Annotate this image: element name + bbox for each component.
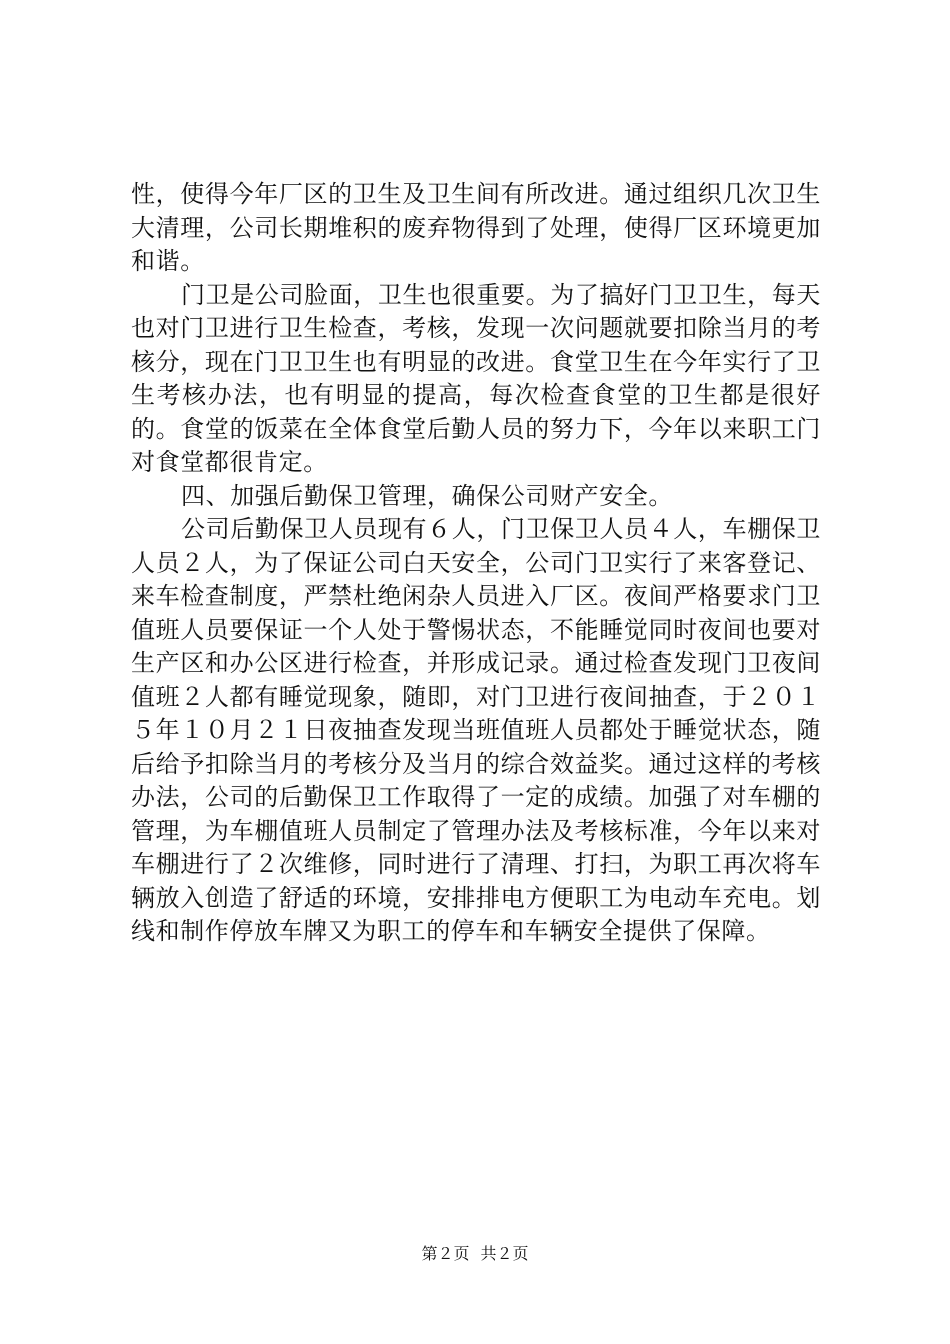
paragraph-gate-hygiene: 门卫是公司脸面，卫生也很重要。为了搞好门卫卫生，每天也对门卫进行卫生检查，考核，发现一次问题就要扣除当月的考核分，现在门卫卫生也有明显的改进。食堂卫生在今年实行了卫生考核办法，也有明显的提高，每次检查食堂的卫生都是很好的。食堂的饭菜在全体食堂后勤人员的努力下，今年以来职工门对食堂都很肯定。 — [131, 280, 821, 476]
page-footer — [0, 1244, 950, 1264]
page-number-current: 第２页 — [421, 1244, 470, 1263]
paragraph-continuation: 性，使得今年厂区的卫生及卫生间有所改进。通过组织几次卫生大清理，公司长期堆积的废弃物得到了处理，使得厂区环境更加和谐。 — [131, 180, 821, 275]
document-body — [131, 178, 821, 949]
section-heading-security: 四、加强后勤保卫管理，确保公司财产安全。 — [181, 481, 673, 510]
paragraph-security-staff: 公司后勤保卫人员现有６人，门卫保卫人员４人，车棚保卫人员２人，为了保证公司白天安全，公司门卫实行了来客登记、来车检查制度，严禁杜绝闲杂人员进入厂区。夜间严格要求门卫值班人员要保证一个人处于警惕状态，不能睡觉同时夜间也要对生产区和办公区进行检查，并形成记录。通过检查发现门卫夜间值班２人都有睡觉现象，随即，对门卫进行夜间抽查，于２０１５年１０月２１日夜抽查发现当班值班人员都处于睡觉状态，随后给予扣除当月的考核分及当月的综合效益奖。通过这样的考核办法，公司的后勤保卫工作取得了一定的成绩。加强了对车棚的管理，为车棚值班人员制定了管理办法及考核标准，今年以来对车棚进行了２次维修，同时进行了清理、打扫，为职工再次将车辆放入创造了舒适的环境，安排排电方便职工为电动车充电。划线和制作停放车牌又为职工的停车和车辆安全提供了保障。 — [131, 515, 821, 945]
page-number-total: 共２页 — [480, 1244, 529, 1263]
